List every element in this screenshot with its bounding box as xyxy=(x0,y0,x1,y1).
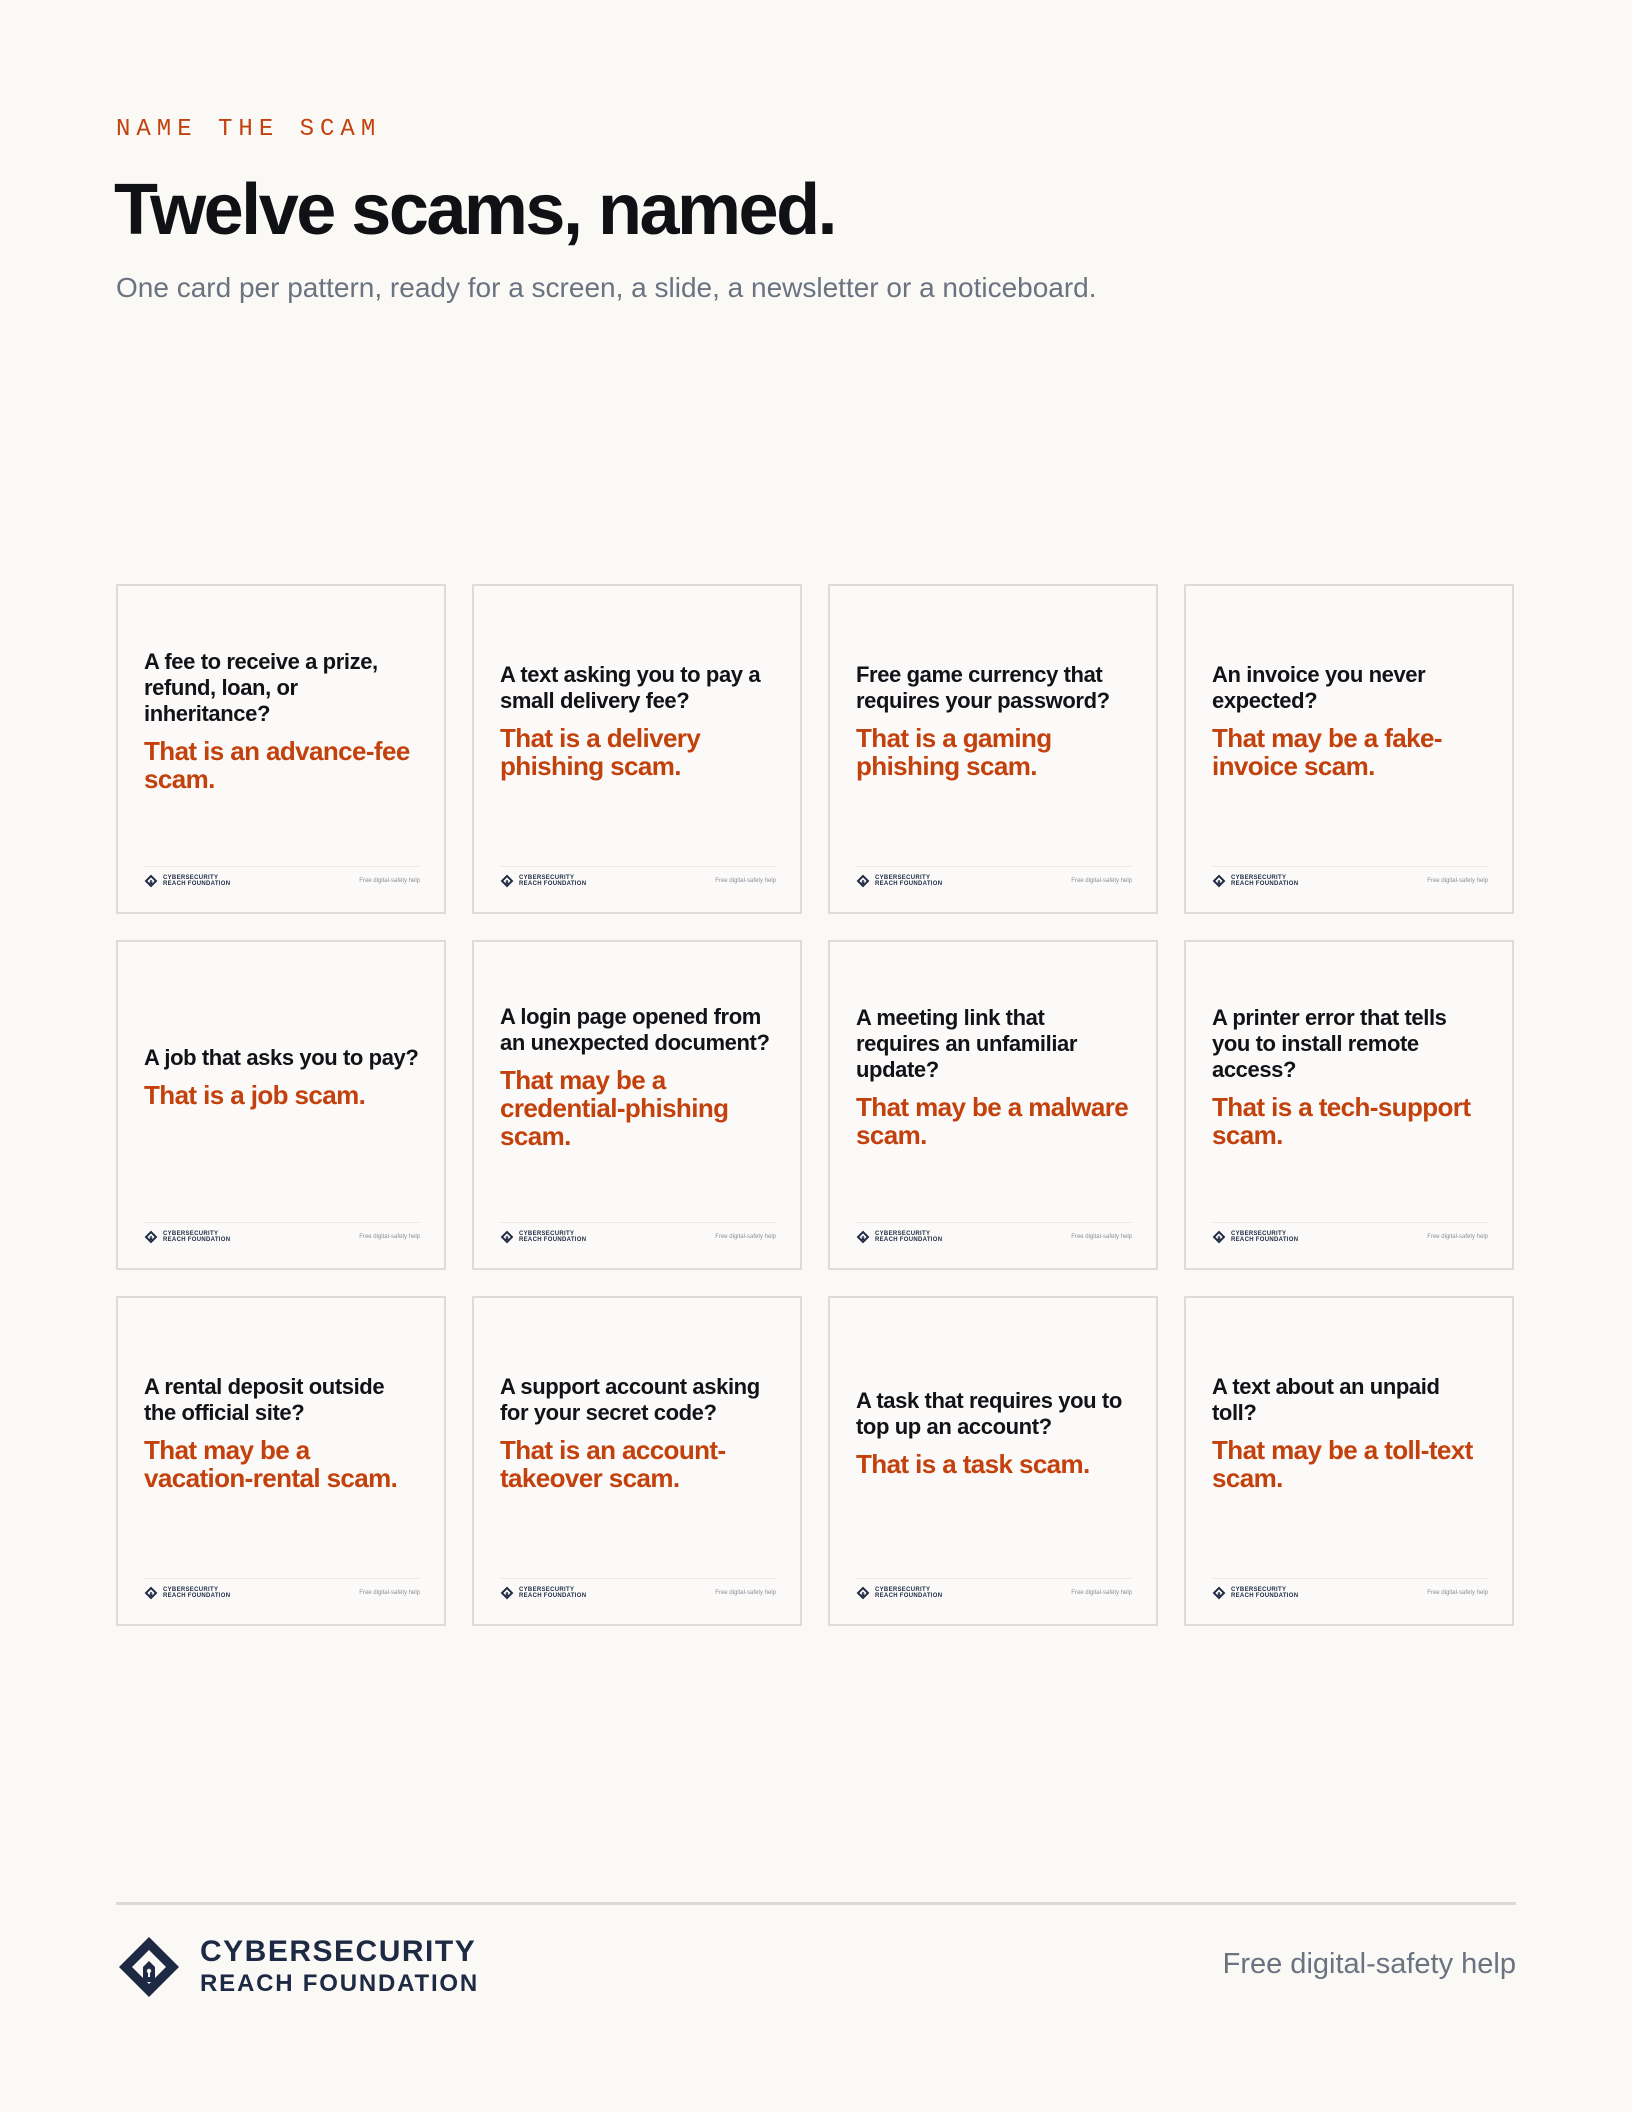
card-question: A job that asks you to pay? xyxy=(144,1045,419,1070)
card-question: A rental deposit outside the official site? xyxy=(144,1374,385,1425)
scam-card xyxy=(472,584,802,914)
scam-card xyxy=(472,1296,802,1626)
card-answer: That is a delivery phishing scam. xyxy=(500,723,701,781)
card-body xyxy=(1212,586,1488,856)
card-brand xyxy=(856,1230,942,1244)
card-body xyxy=(1212,1298,1488,1568)
card-brand-line1: CYBERSECURITY xyxy=(163,1231,219,1237)
card-answer: That is a gaming phishing scam. xyxy=(856,723,1052,781)
card-brand-line1: CYBERSECURITY xyxy=(519,1587,575,1593)
card-footer xyxy=(856,1222,1132,1244)
card-brand-line2: REACH FOUNDATION xyxy=(875,1237,943,1243)
card-brand xyxy=(144,1230,230,1244)
card-tagline: Free digital-safety help xyxy=(359,878,420,884)
card-footer xyxy=(1212,1222,1488,1244)
card-brand-line2: REACH FOUNDATION xyxy=(1231,1593,1299,1599)
card-brand-line2: REACH FOUNDATION xyxy=(1231,1237,1299,1243)
card-answer: That is a tech-support scam. xyxy=(1212,1092,1471,1150)
card-tagline: Free digital-safety help xyxy=(1071,878,1132,884)
card-body xyxy=(144,586,420,856)
house-lock-icon xyxy=(1212,1586,1226,1600)
page-title: Twelve scams, named. xyxy=(114,170,836,250)
house-lock-icon xyxy=(116,1934,182,2000)
card-question: A support account asking for your secret code? xyxy=(500,1374,760,1425)
card-brand xyxy=(144,874,230,888)
scam-card xyxy=(828,940,1158,1270)
footer-tagline: Free digital-safety help xyxy=(1222,1948,1516,1980)
house-lock-icon xyxy=(500,1586,514,1600)
card-footer xyxy=(856,1578,1132,1600)
card-tagline: Free digital-safety help xyxy=(1427,1234,1488,1240)
scam-card xyxy=(116,584,446,914)
card-brand-line2: REACH FOUNDATION xyxy=(519,1593,587,1599)
card-question: A text asking you to pay a small delivery fee? xyxy=(500,662,761,713)
house-lock-icon xyxy=(856,1230,870,1244)
card-brand xyxy=(1212,874,1298,888)
footer-brand-line1: CYBERSECURITY xyxy=(200,1935,477,1968)
house-lock-icon xyxy=(500,874,514,888)
card-question: A task that requires you to top up an account? xyxy=(856,1388,1122,1439)
card-tagline: Free digital-safety help xyxy=(715,1590,776,1596)
card-body xyxy=(1212,942,1488,1212)
card-footer xyxy=(500,1578,776,1600)
card-footer xyxy=(1212,866,1488,888)
card-brand-line1: CYBERSECURITY xyxy=(875,1587,931,1593)
card-tagline: Free digital-safety help xyxy=(359,1234,420,1240)
scam-card xyxy=(828,584,1158,914)
card-brand-line2: REACH FOUNDATION xyxy=(519,1237,587,1243)
card-footer xyxy=(144,866,420,888)
card-footer xyxy=(856,866,1132,888)
card-brand xyxy=(144,1586,230,1600)
card-footer xyxy=(1212,1578,1488,1600)
card-body xyxy=(856,942,1132,1212)
card-brand xyxy=(500,874,586,888)
card-body xyxy=(144,942,420,1212)
card-brand-line2: REACH FOUNDATION xyxy=(163,1593,231,1599)
house-lock-icon xyxy=(144,874,158,888)
card-brand-line2: REACH FOUNDATION xyxy=(1231,881,1299,887)
card-question: A meeting link that requires an unfamiliar update? xyxy=(856,1005,1078,1082)
card-answer: That may be a vacation-rental scam. xyxy=(144,1435,398,1493)
card-brand xyxy=(856,874,942,888)
card-body xyxy=(500,942,776,1212)
card-body xyxy=(856,586,1132,856)
eyebrow-label: NAME THE SCAM xyxy=(116,116,382,143)
scam-card xyxy=(828,1296,1158,1626)
card-body xyxy=(500,586,776,856)
scam-card xyxy=(116,940,446,1270)
card-brand-line1: CYBERSECURITY xyxy=(1231,1587,1287,1593)
card-question: A text about an unpaid toll? xyxy=(1212,1374,1440,1425)
card-brand-line2: REACH FOUNDATION xyxy=(163,881,231,887)
card-brand-line2: REACH FOUNDATION xyxy=(163,1237,231,1243)
card-brand-line1: CYBERSECURITY xyxy=(1231,875,1287,881)
card-answer: That may be a toll-text scam. xyxy=(1212,1435,1473,1493)
house-lock-icon xyxy=(144,1586,158,1600)
card-question: An invoice you never expected? xyxy=(1212,662,1426,713)
card-brand-line1: CYBERSECURITY xyxy=(519,875,575,881)
card-body xyxy=(144,1298,420,1568)
card-tagline: Free digital-safety help xyxy=(1427,1590,1488,1596)
card-answer: That may be a fake-invoice scam. xyxy=(1212,723,1442,781)
card-brand-line1: CYBERSECURITY xyxy=(163,1587,219,1593)
house-lock-icon xyxy=(500,1230,514,1244)
card-answer: That is a job scam. xyxy=(144,1080,366,1110)
card-footer xyxy=(500,1222,776,1244)
card-tagline: Free digital-safety help xyxy=(1071,1590,1132,1596)
card-brand xyxy=(500,1230,586,1244)
card-brand-line1: CYBERSECURITY xyxy=(875,1231,931,1237)
footer-brand xyxy=(116,1934,479,2000)
card-brand-line1: CYBERSECURITY xyxy=(163,875,219,881)
card-answer: That may be a malware scam. xyxy=(856,1092,1129,1150)
card-answer: That is an advance-fee scam. xyxy=(144,736,410,794)
house-lock-icon xyxy=(856,1586,870,1600)
card-brand-line1: CYBERSECURITY xyxy=(519,1231,575,1237)
card-brand-line1: CYBERSECURITY xyxy=(1231,1231,1287,1237)
card-tagline: Free digital-safety help xyxy=(1071,1234,1132,1240)
card-brand xyxy=(1212,1586,1298,1600)
card-question: Free game currency that requires your password? xyxy=(856,662,1110,713)
scam-card xyxy=(1184,584,1514,914)
card-brand xyxy=(1212,1230,1298,1244)
card-question: A login page opened from an unexpected document? xyxy=(500,1004,770,1055)
scam-card xyxy=(1184,1296,1514,1626)
house-lock-icon xyxy=(1212,1230,1226,1244)
scam-card xyxy=(1184,940,1514,1270)
card-footer xyxy=(500,866,776,888)
card-footer xyxy=(144,1222,420,1244)
card-brand xyxy=(500,1586,586,1600)
card-answer: That is an account-takeover scam. xyxy=(500,1435,726,1493)
scam-card xyxy=(116,1296,446,1626)
house-lock-icon xyxy=(1212,874,1226,888)
card-tagline: Free digital-safety help xyxy=(715,1234,776,1240)
card-body xyxy=(500,1298,776,1568)
card-footer xyxy=(144,1578,420,1600)
footer-divider xyxy=(116,1902,1516,1905)
card-question: A printer error that tells you to install remote access? xyxy=(1212,1005,1447,1082)
card-grid xyxy=(116,584,1514,1626)
footer-brand-line2: REACH FOUNDATION xyxy=(200,1970,480,1997)
house-lock-icon xyxy=(856,874,870,888)
card-brand-line2: REACH FOUNDATION xyxy=(875,881,943,887)
card-tagline: Free digital-safety help xyxy=(359,1590,420,1596)
house-lock-icon xyxy=(144,1230,158,1244)
card-question: A fee to receive a prize, refund, loan, or inheritance? xyxy=(144,649,378,726)
card-tagline: Free digital-safety help xyxy=(715,878,776,884)
card-answer: That is a task scam. xyxy=(856,1449,1090,1479)
card-brand-line2: REACH FOUNDATION xyxy=(875,1593,943,1599)
card-brand xyxy=(856,1586,942,1600)
page-subtitle: One card per pattern, ready for a screen, a slide, a newsletter or a noticeboard. xyxy=(116,272,1097,303)
card-tagline: Free digital-safety help xyxy=(1427,878,1488,884)
card-brand-line1: CYBERSECURITY xyxy=(875,875,931,881)
card-answer: That may be a credential-phishing scam. xyxy=(500,1065,729,1151)
scam-card xyxy=(472,940,802,1270)
card-body xyxy=(856,1298,1132,1568)
card-brand-line2: REACH FOUNDATION xyxy=(519,881,587,887)
